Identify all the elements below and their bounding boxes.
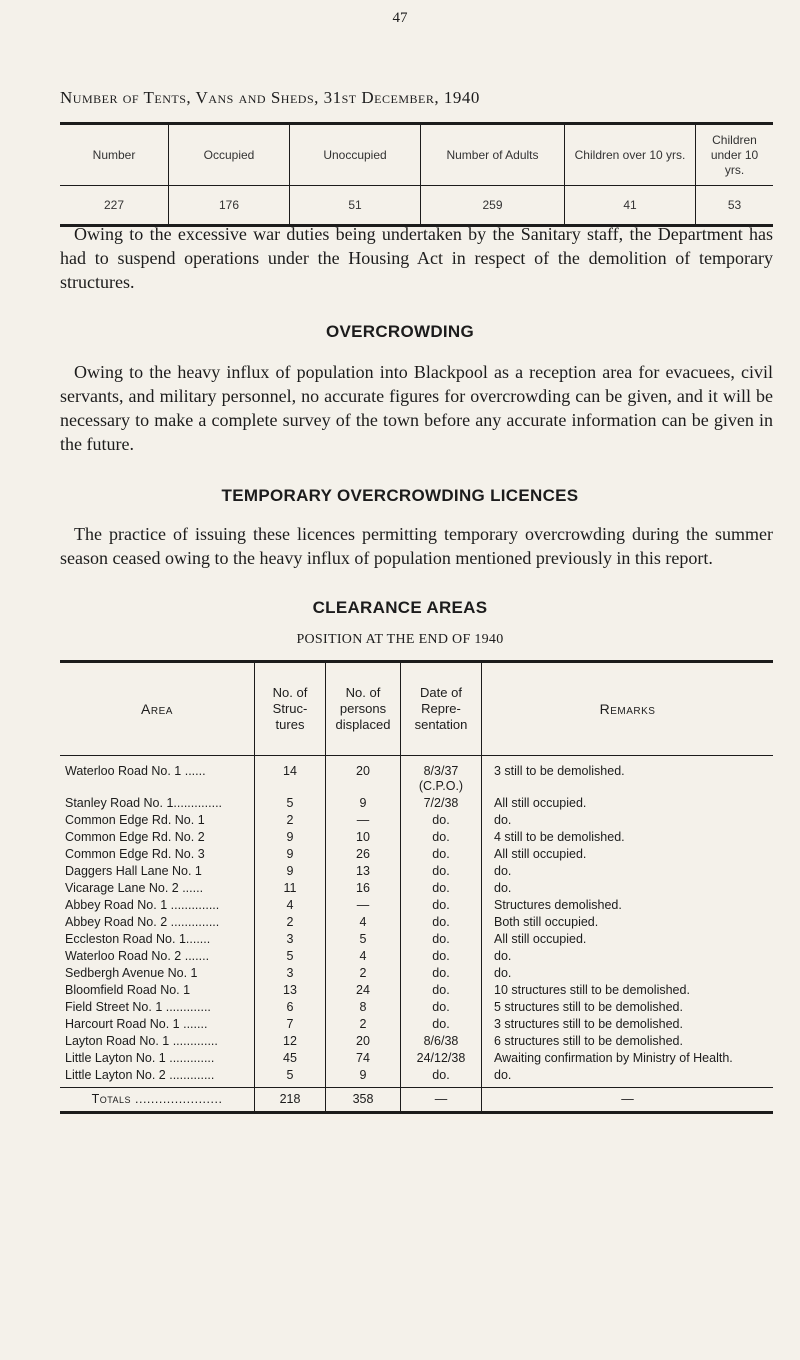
row-remarks: do. <box>482 965 774 982</box>
row-structures: 4 <box>255 897 326 914</box>
row-structures: 2 <box>255 914 326 931</box>
row-structures: 14 <box>255 756 326 796</box>
row-structures: 9 <box>255 829 326 846</box>
row-date: do. <box>401 880 482 897</box>
row-persons: 5 <box>326 931 401 948</box>
tents-value-children-under-10: 53 <box>696 186 774 226</box>
clearance-row <box>60 931 773 948</box>
row-area: Field Street No. 1 ............. <box>65 1000 211 1014</box>
row-remarks: do. <box>482 880 774 897</box>
clearance-row <box>60 999 773 1016</box>
row-persons: 24 <box>326 982 401 999</box>
clearance-header-row <box>60 662 773 756</box>
clearance-row <box>60 1033 773 1050</box>
row-date: do. <box>401 982 482 999</box>
row-date: do. <box>401 965 482 982</box>
row-remarks: do. <box>482 863 774 880</box>
row-remarks: Structures demolished. <box>482 897 774 914</box>
clearance-col-remarks: Remarks <box>482 662 774 756</box>
overcrowding-paragraph: Owing to the heavy influx of population into Blackpool as a reception area for evacuees, civil servants, and military personnel, no accurate figures for overcrowding can be given, and it will be necessary to make a complete survey of the town before any accurate information can be given in the future. <box>60 362 773 454</box>
row-remarks: 4 still to be demolished. <box>482 829 774 846</box>
clearance-row <box>60 982 773 999</box>
row-remarks: do. <box>482 1067 774 1088</box>
row-date: do. <box>401 897 482 914</box>
clearance-row <box>60 1067 773 1088</box>
tents-col-children-over-10: Children over 10 yrs. <box>565 124 696 186</box>
row-structures: 9 <box>255 846 326 863</box>
clearance-row <box>60 880 773 897</box>
overcrowding-heading: OVERCROWDING <box>325 322 475 341</box>
clearance-row <box>60 948 773 965</box>
clearance-heading: CLEARANCE AREAS <box>312 598 488 617</box>
clearance-row <box>60 846 773 863</box>
clearance-subheading: POSITION AT THE END OF 1940 <box>296 632 504 647</box>
row-persons: 13 <box>326 863 401 880</box>
clearance-row <box>60 1016 773 1033</box>
row-persons: 74 <box>326 1050 401 1067</box>
row-area: Little Layton No. 2 ............. <box>65 1068 215 1082</box>
row-date: do. <box>401 999 482 1016</box>
tents-header-row <box>60 124 773 186</box>
row-persons: 4 <box>326 948 401 965</box>
row-structures: 11 <box>255 880 326 897</box>
row-area: Eccleston Road No. 1....... <box>65 932 211 946</box>
row-remarks: 5 structures still to be demolished. <box>482 999 774 1016</box>
clearance-col-date: Date of Repre- sentation <box>401 662 482 756</box>
row-area: Abbey Road No. 2 .............. <box>65 915 220 929</box>
row-date: 8/6/38 <box>401 1033 482 1050</box>
row-persons: 20 <box>326 1033 401 1050</box>
row-structures: 12 <box>255 1033 326 1050</box>
row-structures: 13 <box>255 982 326 999</box>
row-persons: 26 <box>326 846 401 863</box>
row-remarks: do. <box>482 812 774 829</box>
row-area: Stanley Road No. 1.............. <box>65 796 223 810</box>
tents-value-number: 227 <box>103 198 125 212</box>
row-area: Sedbergh Avenue No. 1 <box>65 966 198 980</box>
row-structures: 2 <box>255 812 326 829</box>
clearance-col-area: Area <box>60 662 255 756</box>
row-remarks: 3 structures still to be demolished. <box>482 1016 774 1033</box>
row-date: do. <box>401 931 482 948</box>
clearance-row <box>60 1050 773 1067</box>
row-area: Common Edge Rd. No. 3 <box>65 847 205 861</box>
row-structures: 5 <box>255 1067 326 1088</box>
row-date: 8/3/37 (C.P.O.) <box>401 756 482 796</box>
tents-col-unoccupied: Unoccupied <box>290 124 421 186</box>
row-remarks: All still occupied. <box>482 846 774 863</box>
tents-col-children-under-10: Children under 10 yrs. <box>696 124 774 186</box>
row-persons: 2 <box>326 1016 401 1033</box>
housing-paragraph: Owing to the excessive war duties being undertaken by the Sanitary staff, the Department has had to suspend operations under the Housing Act in respect of the demolition of temporary structures. <box>60 224 773 292</box>
row-structures: 6 <box>255 999 326 1016</box>
row-date: do. <box>401 812 482 829</box>
row-persons: 4 <box>326 914 401 931</box>
row-persons: 20 <box>326 756 401 796</box>
clearance-col-persons: No. of persons displaced <box>326 662 401 756</box>
totals-structures: 218 <box>255 1088 326 1113</box>
row-area: Waterloo Road No. 2 ....... <box>65 949 210 963</box>
row-area: Bloomfield Road No. 1 <box>65 983 191 997</box>
row-structures: 45 <box>255 1050 326 1067</box>
row-area: Vicarage Lane No. 2 ...... <box>65 881 204 895</box>
row-date: do. <box>401 1016 482 1033</box>
clearance-table <box>60 660 773 1114</box>
clearance-row <box>60 795 773 812</box>
page-number: 47 <box>392 10 408 26</box>
row-persons: 9 <box>326 795 401 812</box>
tents-col-adults: Number of Adults <box>421 124 565 186</box>
tents-value-unoccupied: 51 <box>290 186 421 226</box>
row-date: do. <box>401 948 482 965</box>
clearance-totals-row <box>60 1088 773 1113</box>
row-area: Common Edge Rd. No. 2 <box>65 830 205 844</box>
licences-heading: TEMPORARY OVERCROWDING LICENCES <box>221 486 579 505</box>
row-area: Harcourt Road No. 1 ....... <box>65 1017 208 1031</box>
row-structures: 3 <box>255 931 326 948</box>
row-structures: 3 <box>255 965 326 982</box>
row-structures: 5 <box>255 948 326 965</box>
row-area: Layton Road No. 1 ............. <box>65 1034 218 1048</box>
row-date: do. <box>401 863 482 880</box>
tents-heading: Number of Tents, Vans and Sheds, 31st December, 1940 <box>60 88 480 107</box>
clearance-row <box>60 897 773 914</box>
row-area: Waterloo Road No. 1 ...... <box>65 764 206 778</box>
tents-col-number: Number <box>60 124 169 186</box>
row-remarks: 3 still to be demolished. <box>482 756 774 796</box>
row-remarks: 6 structures still to be demolished. <box>482 1033 774 1050</box>
row-persons: — <box>326 812 401 829</box>
row-persons: 9 <box>326 1067 401 1088</box>
row-date: do. <box>401 829 482 846</box>
tents-col-occupied: Occupied <box>169 124 290 186</box>
tents-values-row <box>60 186 773 226</box>
tents-value-adults: 259 <box>421 186 565 226</box>
row-persons: 2 <box>326 965 401 982</box>
row-area: Common Edge Rd. No. 1 <box>65 813 205 827</box>
licences-paragraph: The practice of issuing these licences permitting temporary overcrowding during the summer season ceased owing to the heavy influx of population mentioned previously in this report. <box>60 524 773 568</box>
row-remarks: All still occupied. <box>482 931 774 948</box>
row-date: do. <box>401 1067 482 1088</box>
row-area: Abbey Road No. 1 .............. <box>65 898 220 912</box>
row-date: do. <box>401 846 482 863</box>
row-remarks: do. <box>482 948 774 965</box>
clearance-row <box>60 965 773 982</box>
row-persons: 16 <box>326 880 401 897</box>
row-structures: 9 <box>255 863 326 880</box>
totals-date: — <box>401 1088 482 1113</box>
row-remarks: Awaiting confirmation by Ministry of Health. <box>482 1050 774 1067</box>
row-persons: — <box>326 897 401 914</box>
clearance-row <box>60 756 773 796</box>
tents-value-occupied: 176 <box>169 186 290 226</box>
totals-label: Totals ...................... <box>60 1088 255 1113</box>
row-structures: 5 <box>255 795 326 812</box>
clearance-row <box>60 863 773 880</box>
row-date: 24/12/38 <box>401 1050 482 1067</box>
tents-value-children-over-10: 41 <box>565 186 696 226</box>
row-date: do. <box>401 914 482 931</box>
row-date: 7/2/38 <box>401 795 482 812</box>
clearance-row <box>60 914 773 931</box>
row-area: Little Layton No. 1 ............. <box>65 1051 215 1065</box>
clearance-row <box>60 829 773 846</box>
clearance-body <box>60 756 773 1113</box>
clearance-row <box>60 812 773 829</box>
row-persons: 10 <box>326 829 401 846</box>
row-remarks: Both still occupied. <box>482 914 774 931</box>
tents-table <box>60 122 773 227</box>
row-structures: 7 <box>255 1016 326 1033</box>
totals-remarks: — <box>482 1088 774 1113</box>
row-persons: 8 <box>326 999 401 1016</box>
clearance-col-structures: No. of Struc- tures <box>255 662 326 756</box>
row-remarks: 10 structures still to be demolished. <box>482 982 774 999</box>
row-remarks: All still occupied. <box>482 795 774 812</box>
row-area: Daggers Hall Lane No. 1 <box>65 864 202 878</box>
totals-persons: 358 <box>326 1088 401 1113</box>
